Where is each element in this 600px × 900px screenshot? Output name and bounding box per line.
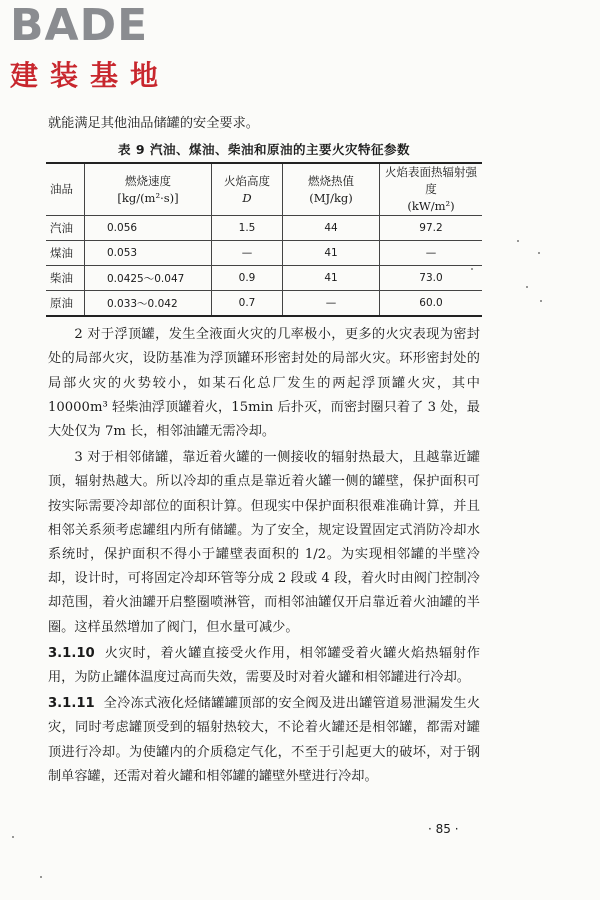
- section-3-1-10: [48, 642, 480, 690]
- scan-speck: [526, 286, 528, 288]
- cell-heat-value: 41: [283, 266, 380, 291]
- section-number: 3.1.11: [48, 696, 95, 712]
- logo-wordmark-text: BADE: [10, 0, 149, 51]
- cell-heat-value: 41: [283, 241, 380, 266]
- scan-speck: [540, 300, 542, 302]
- cell-flame-height: 0.9: [212, 266, 283, 291]
- cell-product: 柴油: [46, 266, 85, 291]
- section-3-1-11: [48, 692, 480, 789]
- table-row: [46, 266, 482, 291]
- paragraph-item-2: 2 对于浮顶罐，发生全液面火灾的几率极小，更多的火灾表现为密封处的局部火灾，设防基准为浮顶罐环形密封处的局部火灾。环形密封处的局部火灾的火势较小，如某石化总厂发生的两起浮顶罐火灾，其中 10000m³ 轻柴油浮顶罐着火，15min 后扑灭，而密封圈只着了 3 处，最大处仅为 7m 长，相邻油罐无需冷却。: [48, 327, 480, 440]
- cell-product: 原油: [46, 291, 85, 317]
- cell-burn-rate: 0.033～0.042: [85, 291, 212, 317]
- header-radiation: 火焰表面热辐射强度 (kW/m²): [380, 163, 483, 216]
- scan-speck: [40, 876, 42, 878]
- table-caption: 表 9 汽油、煤油、柴油和原油的主要火灾特征参数: [118, 142, 410, 158]
- cell-radiation: 73.0: [380, 266, 483, 291]
- logo-subtitle: 建装基地: [10, 59, 171, 92]
- cell-radiation: 60.0: [380, 291, 483, 317]
- cell-flame-height: —: [212, 241, 283, 266]
- section-text: 全冷冻式液化烃储罐罐顶部的安全阀及进出罐管道易泄漏发生火灾，同时考虑罐顶受到的辐射热较大，不论着火罐还是相邻罐，都需对罐顶进行冷却。为使罐内的介质稳定气化，不至于引起更大的破坏，对于钢制单容罐，还需对着火罐和相邻罐的罐壁外壁进行冷却。: [48, 696, 481, 784]
- document-page: [48, 112, 480, 789]
- fire-parameters-table: [46, 162, 482, 317]
- logo-wordmark: [10, 0, 180, 51]
- header-burn-rate: 燃烧速度 [kg/(m²·s)]: [85, 163, 212, 216]
- table-header-row: [46, 163, 482, 216]
- intro-line: 就能满足其他油品储罐的安全要求。: [48, 116, 259, 131]
- cell-radiation: —: [380, 241, 483, 266]
- cell-flame-height: 1.5: [212, 216, 283, 241]
- header-flame-height: 火焰高度 D: [212, 163, 283, 216]
- cell-burn-rate: 0.0425～0.047: [85, 266, 212, 291]
- cell-burn-rate: 0.056: [85, 216, 212, 241]
- table-row: [46, 216, 482, 241]
- page-number: · 85 ·: [428, 822, 459, 836]
- scan-speck: [538, 252, 540, 254]
- header-product: 油品: [46, 163, 85, 216]
- cell-radiation: 97.2: [380, 216, 483, 241]
- cell-heat-value: —: [283, 291, 380, 317]
- paragraph-item-3: 3 对于相邻储罐，靠近着火罐的一侧接收的辐射热最大，且越靠近罐顶，辐射热越大。所以冷却的重点是靠近着火罐一侧的罐壁，保护面积可按实际需要冷却部位的面积计算。但现实中保护面积很难准确计算，并且相邻关系须考虑罐组内所有储罐。为了安全，规定设置固定式消防冷却水系统时，保护面积不得小于罐壁表面积的 1/2。为实现相邻罐的半壁冷却，设计时，可将固定冷却环管等分成 2 段或 4 段，着火时由阀门控制冷却范围，着火油罐开启整圈喷淋管，而相邻油罐仅开启靠近着火油罐的半圈。这样虽然增加了阀门，但水量可减少。: [48, 450, 480, 635]
- section-text: 火灾时，着火罐直接受火作用，相邻罐受着火罐火焰热辐射作用，为防止罐体温度过高而失效，需要及时对着火罐和相邻罐进行冷却。: [48, 645, 480, 686]
- cell-heat-value: 44: [283, 216, 380, 241]
- scan-speck: [517, 240, 519, 242]
- scan-speck: [12, 836, 14, 838]
- cell-product: 汽油: [46, 216, 85, 241]
- cell-burn-rate: 0.053: [85, 241, 212, 266]
- section-number: 3.1.10: [48, 645, 95, 661]
- table-row: [46, 241, 482, 266]
- header-heat-value: 燃烧热值 (MJ/kg): [283, 163, 380, 216]
- scan-speck: [471, 268, 473, 270]
- site-logo: [10, 2, 180, 92]
- cell-product: 煤油: [46, 241, 85, 266]
- table-row: [46, 291, 482, 317]
- cell-flame-height: 0.7: [212, 291, 283, 317]
